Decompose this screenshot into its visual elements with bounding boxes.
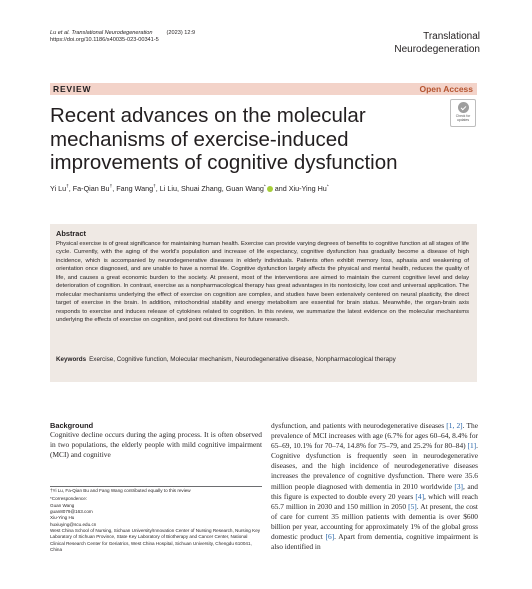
author-name[interactable]: Shuai Zhang (180, 184, 222, 193)
abstract-heading: Abstract (56, 229, 86, 238)
article-type-label: REVIEW (53, 84, 92, 94)
citation-authors: Lu et al. Translational Neurodegeneration (50, 30, 153, 36)
author-name[interactable]: Li Liu (159, 184, 177, 193)
orcid-icon[interactable] (267, 186, 273, 192)
check-updates-line1: Check for (455, 114, 471, 118)
author-name[interactable]: Fa‑Qian Bu (72, 184, 110, 193)
author-mark: * (263, 184, 266, 190)
keywords-label: Keywords (56, 356, 87, 363)
journal-name-line2: Neurodegeneration (394, 43, 480, 55)
body-text-segment: , which will reach 65.7 million in 2030 and 150 million in 2050 (271, 491, 478, 511)
footnotes (50, 488, 262, 553)
check-for-updates-badge[interactable] (450, 99, 476, 127)
abstract-text: Physical exercise is of great significance for maintaining human health. Exercise can provide varying degrees of benefits to cognitive function at all stages of life cycle. Currently, with the aging of the world's population and increase of life expectancy, cognitive dysfunction has gradually become a disease of high incidence, which is accompanied by neurodegenerative diseases in elderly individuals. Patients often exhibit memory loss, aphasia and weakening of orientation once diagnosed, and are unable to have a normal life. Cognitive dysfunction largely affects the physical and mental health, reduces the quality of life, and causes a great economic burden to the society. At present, most of the interventions are aimed to maintain the current cognitive level and delay deterioration of cognition. In contrast, exercise as a nonpharmacological therapy has great advantages in its nontoxicity, low cost and universal application. The molecular mechanisms underlying the effect of exercise on cognition are complex, and studies have been extensively centered on neural plasticity, the direct target of exercise in the brain. In addition, mitochondrial stability and energy metabolism are essential for brain status. Meanwhile, the organ-brain axis responds to exercise and induces release of cytokines related to cognition. In this review, we summarize the latest evidence on the molecular mechanisms underlying the effects of exercise on cognition, and point out directions for future research. (56, 241, 469, 324)
corresponding-author-email[interactable]: huxiuying@scu.edu.cn (50, 521, 97, 527)
correspondence-label: *Correspondence: (50, 496, 88, 502)
author-name[interactable]: Guan Wang (225, 184, 264, 193)
body-text-segment: . At present, the cost of care for current 35 million patients with dementia is over $600 billion per year, accounting for approximately 1% of the global gross domestic product (271, 501, 478, 542)
author-list: Yi Lu†, Fa‑Qian Bu†, Fang Wang†, Li Liu, Shuai Zhang, Guan Wang* and Xiu‑Ying Hu* (50, 184, 329, 193)
article-title: Recent advances on the molecular mechanisms of exercise-induced improvements of cognitive dysfunction (50, 104, 398, 175)
citation-link[interactable]: [1, 2] (446, 421, 463, 430)
running-header-citation (50, 30, 195, 45)
journal-name (394, 31, 480, 56)
journal-name-line1: Translational (423, 31, 480, 42)
citation-link[interactable]: [1] (467, 441, 477, 451)
citation-volume: (2023) 12:9 (166, 30, 196, 36)
body-text-segment: dysfunction, and patients with neurodegenerative diseases (271, 421, 447, 430)
author-name[interactable]: Yi Lu (50, 184, 67, 193)
author-name[interactable]: Fang Wang (116, 184, 154, 193)
citation-link[interactable]: [5] (408, 501, 417, 511)
body-text-segment: , and this figure is expected to double every 20 years (271, 481, 478, 501)
doi-link[interactable]: https://doi.org/10.1186/s40035-023-00341-5 (50, 37, 159, 44)
check-updates-line2: updates (456, 118, 470, 122)
equal-contribution-note: †Yi Lu, Fa‑Qian Bu and Fang Wang contributed equally to this review (50, 488, 191, 493)
abstract-box (50, 224, 477, 382)
citation-link[interactable]: [6] (325, 532, 335, 542)
author-mark: † (66, 184, 69, 190)
article-type-banner (50, 83, 477, 95)
keywords-list: Exercise, Cognitive function, Molecular mechanism, Neurodegenerative disease, Nonpharmacological therapy (89, 356, 396, 363)
author-mark: † (109, 184, 113, 190)
left-column (50, 421, 262, 460)
author-mark: * (326, 184, 329, 190)
footnote-divider (50, 486, 262, 487)
check-updates-icon (458, 102, 469, 113)
body-paragraph-left: Cognitive decline occurs during the aging process. It is often observed in two populations, the elderly people with mild cognitive impairment (MCI) and cognitive (50, 430, 262, 460)
affiliation: West China School of Nursing, Sichuan University/Innovation Center of Nursing Research, Nursing Key Laboratory of Sichuan Province, State Key Laboratory of Biotherapy and Cancer Center, National Clinical Research Center for Geriatrics, West China Hospital, Sichuan University, Chengdu 610041, China (50, 527, 261, 552)
body-text-segment: . Apart from dementia, cognitive impairment is also identified in (271, 532, 478, 552)
citation-link[interactable]: [3] (454, 481, 463, 491)
section-heading-background: Background (50, 421, 94, 430)
author-mark: † (153, 184, 156, 190)
open-access-label: Open Access (419, 84, 473, 94)
body-text-segment: . The prevalence of MCI increases with age (6.7% for ages 60–64, 8.4% for 65–69, 10.1% for 70–74, 14.8% for 75–79, and 25.2% for 80–84) (271, 421, 478, 451)
author-name[interactable]: Xiu‑Ying Hu (288, 184, 327, 193)
citation-link[interactable]: [4] (415, 491, 425, 501)
corresponding-author-name: Xiu‑Ying Hu (50, 515, 75, 521)
corresponding-author-name: Guan Wang (50, 502, 75, 508)
body-paragraph-right (271, 421, 478, 552)
corresponding-author-email[interactable]: guan8079@163.com (50, 509, 93, 515)
keywords (56, 356, 469, 364)
body-text-segment: . Cognitive dysfunction is frequently seen in neurodegenerative diseases, and the high incidence of neurodegenerative diseases increases the prevalence of cognitive dysfunction. There were 35.6 million people diagnosed with dementia in 2010 worldwide (271, 441, 478, 491)
